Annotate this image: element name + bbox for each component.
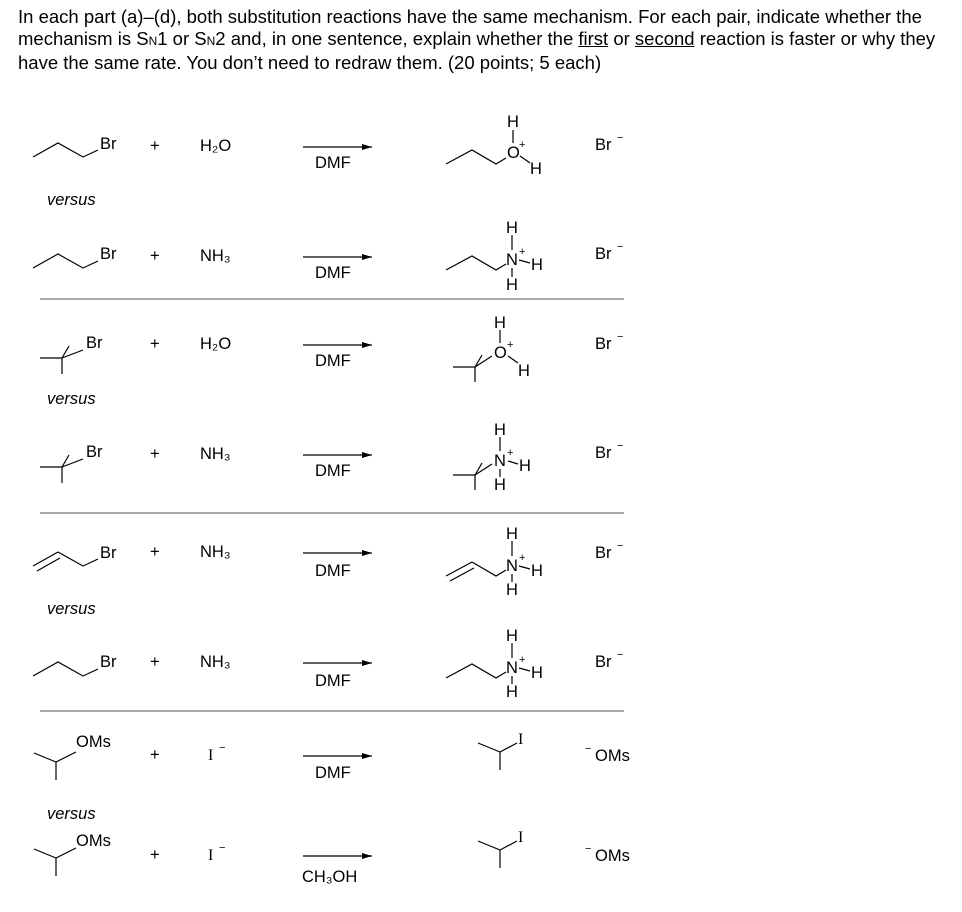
svg-text:Br: Br xyxy=(100,544,117,562)
svg-text:N: N xyxy=(494,452,506,470)
svg-text:Br: Br xyxy=(86,334,103,352)
svg-text:NH₃: NH₃ xyxy=(200,445,231,463)
svg-text:N: N xyxy=(506,557,518,575)
svg-text:H: H xyxy=(506,627,518,645)
svg-text:+: + xyxy=(150,543,160,561)
bromide-ion: Br xyxy=(595,136,612,154)
svg-text:+: + xyxy=(150,746,160,764)
svg-text:−: − xyxy=(617,440,624,452)
svg-text:H₂O: H₂O xyxy=(200,335,232,353)
reaction-b1 xyxy=(40,314,623,382)
mesylate-anion: OMs xyxy=(595,747,630,765)
reaction-b2 xyxy=(40,421,623,494)
reaction-c2 xyxy=(33,627,623,701)
svg-text:Br: Br xyxy=(86,443,103,461)
svg-text:DMF: DMF xyxy=(315,462,351,480)
svg-text:H: H xyxy=(506,581,518,599)
first-word: first xyxy=(578,28,609,49)
svg-text:O: O xyxy=(494,344,507,362)
svg-text:DMF: DMF xyxy=(315,672,351,690)
svg-text:+: + xyxy=(150,445,160,463)
svg-text:H: H xyxy=(518,362,530,380)
product-isopropyl-iodide xyxy=(478,829,523,868)
svg-text:+: + xyxy=(150,335,160,353)
svg-text:H: H xyxy=(506,276,518,294)
svg-text:H: H xyxy=(531,664,543,682)
svg-text:−: − xyxy=(219,842,226,854)
svg-text:−: − xyxy=(617,540,624,552)
svg-text:H: H xyxy=(507,113,519,131)
svg-text:I: I xyxy=(518,731,524,748)
product-tert-butyl-ammonium xyxy=(453,421,531,494)
svg-text:H: H xyxy=(531,562,543,580)
svg-text:−: − xyxy=(617,649,624,661)
svg-text:NH₃: NH₃ xyxy=(200,247,231,265)
product-oxonium xyxy=(446,113,542,178)
part-c xyxy=(33,525,623,701)
solvent-label: DMF xyxy=(315,154,351,172)
svg-text:+: + xyxy=(519,246,526,258)
svg-text:H: H xyxy=(506,525,518,543)
svg-text:H: H xyxy=(494,421,506,439)
bromine-label: Br xyxy=(100,135,117,153)
svg-text:H: H xyxy=(519,457,531,475)
svg-text:I: I xyxy=(518,829,524,846)
product-tert-butyl-oxonium xyxy=(453,314,530,382)
svg-text:H: H xyxy=(530,160,542,178)
svg-text:H: H xyxy=(506,219,518,237)
svg-text:DMF: DMF xyxy=(315,764,351,782)
svg-text:OMs: OMs xyxy=(76,733,111,751)
svg-text:Br: Br xyxy=(595,245,612,263)
svg-text:N: N xyxy=(506,659,518,677)
svg-text:DMF: DMF xyxy=(315,352,351,370)
svg-text:−: − xyxy=(617,132,624,144)
svg-text:−: − xyxy=(585,743,592,755)
svg-text:−: − xyxy=(617,331,624,343)
reaction-a1 xyxy=(33,113,623,178)
question-text: In each part (a)–(d), both substitution reactions have the same mechanism. For each pair, indicate whether the mechanism is SN1 or SN2 and, in one sentence, explain whether the first or second reaction is faster or why they have the same rate. You don’t need to redraw them. (20 points; 5 each) xyxy=(18,6,936,73)
versus-label: versus xyxy=(47,805,96,823)
part-a xyxy=(33,113,623,294)
svg-text:+: + xyxy=(150,846,160,864)
svg-text:H: H xyxy=(494,314,506,332)
svg-text:+: + xyxy=(150,653,160,671)
svg-text:−: − xyxy=(219,742,226,754)
reagent-ammonia xyxy=(200,247,231,265)
svg-text:NH₃: NH₃ xyxy=(200,653,231,671)
svg-text:I: I xyxy=(208,847,214,864)
svg-text:−: − xyxy=(585,843,592,855)
svg-text:+: + xyxy=(519,552,526,564)
product-allyl-ammonium xyxy=(446,525,543,599)
svg-text:I: I xyxy=(208,747,214,764)
propyl-chain xyxy=(33,143,98,157)
svg-text:DMF: DMF xyxy=(315,562,351,580)
svg-text:N: N xyxy=(506,251,518,269)
svg-text:+: + xyxy=(519,139,526,151)
versus-label: versus xyxy=(47,191,96,209)
svg-text:+: + xyxy=(507,339,514,351)
svg-text:Br: Br xyxy=(595,544,612,562)
reaction-d1 xyxy=(34,731,630,782)
reaction-c1 xyxy=(33,525,623,599)
svg-text:−: − xyxy=(617,241,624,253)
svg-text:OMs: OMs xyxy=(595,847,630,865)
svg-text:Br: Br xyxy=(100,653,117,671)
svg-text:+: + xyxy=(519,654,526,666)
svg-text:Br: Br xyxy=(595,444,612,462)
part-d xyxy=(34,731,630,886)
versus-label: versus xyxy=(47,600,96,618)
reagent-water xyxy=(200,137,231,155)
plus-sign: + xyxy=(150,137,160,155)
svg-text:+: + xyxy=(507,447,514,459)
reaction-a2 xyxy=(33,219,623,294)
svg-text:H₂O: H₂O xyxy=(200,137,232,155)
reaction-d2 xyxy=(34,829,630,886)
svg-text:O: O xyxy=(507,144,520,162)
svg-text:H: H xyxy=(506,683,518,701)
svg-text:+: + xyxy=(150,247,160,265)
product-isopropyl-iodide xyxy=(478,731,523,770)
svg-text:CH₃OH: CH₃OH xyxy=(302,868,358,886)
svg-text:Br: Br xyxy=(100,245,117,263)
svg-text:NH₃: NH₃ xyxy=(200,543,231,561)
part-b xyxy=(40,314,623,494)
svg-text:OMs: OMs xyxy=(76,832,111,850)
versus-label: versus xyxy=(47,390,96,408)
svg-text:H: H xyxy=(494,476,506,494)
svg-text:Br: Br xyxy=(595,653,612,671)
product-ammonium xyxy=(446,219,543,294)
product-propyl-ammonium xyxy=(446,627,543,701)
svg-text:DMF: DMF xyxy=(315,264,351,282)
svg-text:H: H xyxy=(531,256,543,274)
svg-text:Br: Br xyxy=(595,335,612,353)
second-word: second xyxy=(634,28,695,49)
